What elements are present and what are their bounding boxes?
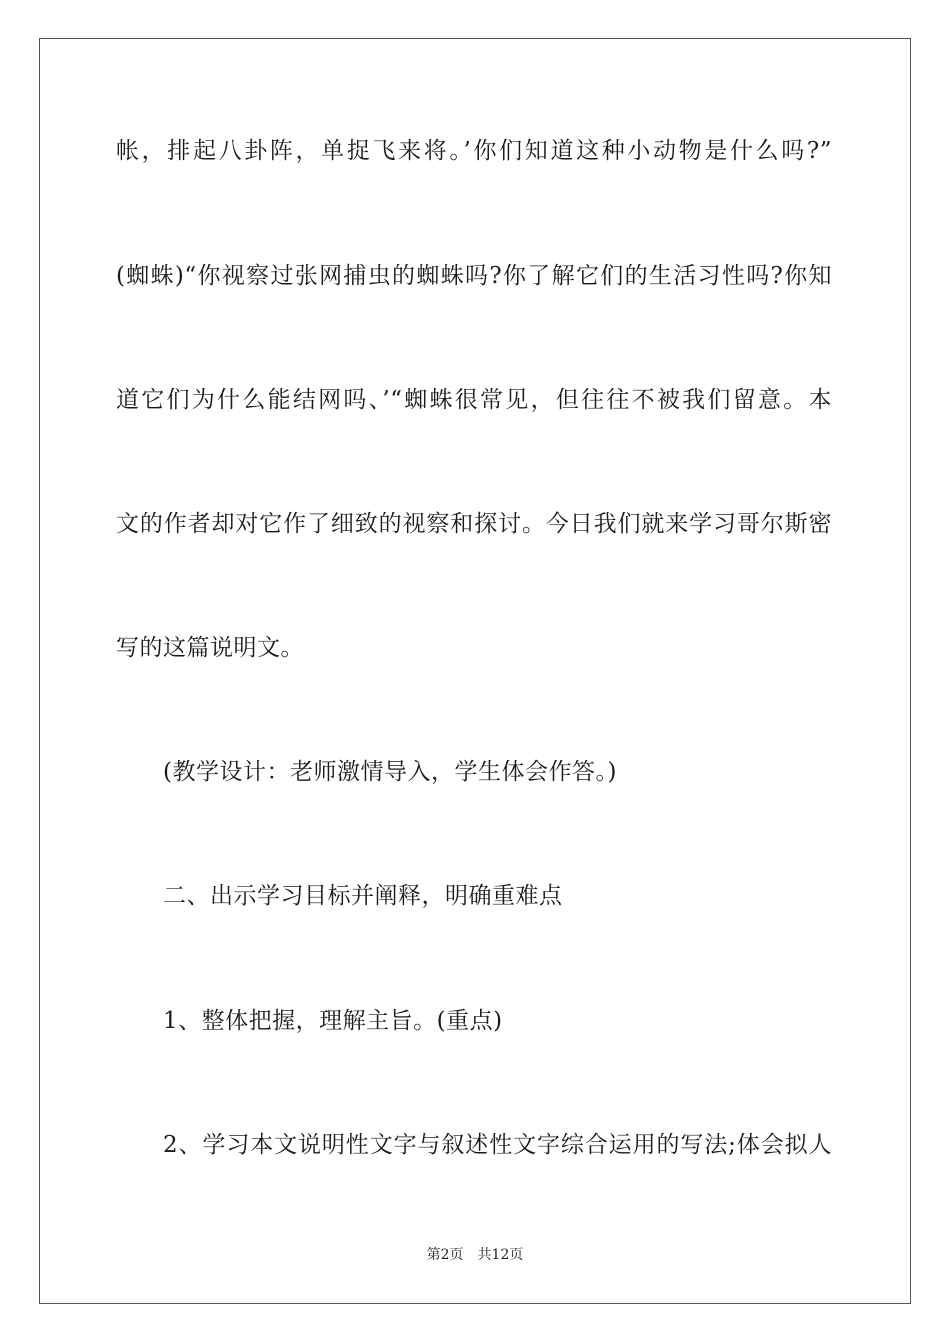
body-text-line-2: (蜘蛛)“你视察过张网捕虫的蜘蛛吗?你了解它们的生活习性吗?你知 xyxy=(116,263,832,289)
page-border xyxy=(39,38,911,1304)
body-text-line-3: 道它们为什么能结网吗、’“蜘蛛很常见，但往往不被我们留意。本 xyxy=(116,387,832,413)
section-heading: 二、出示学习目标并阐释，明确重难点 xyxy=(163,883,563,909)
teaching-design-note: (教学设计：老师激情导入，学生体会作答。) xyxy=(163,759,617,785)
total-pages-label: 共12页 xyxy=(477,1247,524,1263)
body-text-line-4: 文的作者却对它作了细致的视察和探讨。今日我们就来学习哥尔斯密 xyxy=(116,511,832,537)
body-text-line-5: 写的这篇说明文。 xyxy=(116,635,304,661)
page-footer xyxy=(0,1246,950,1264)
objective-item-1: 1、整体把握，理解主旨。(重点) xyxy=(163,1008,503,1034)
objective-item-2: 2、学习本文说明性文字与叙述性文字综合运用的写法;体会拟人 xyxy=(163,1132,832,1158)
current-page-label: 第2页 xyxy=(426,1247,464,1263)
body-text-line-1: 帐，排起八卦阵，单捉飞来将。’你们知道这种小动物是什么吗?” xyxy=(116,138,832,164)
